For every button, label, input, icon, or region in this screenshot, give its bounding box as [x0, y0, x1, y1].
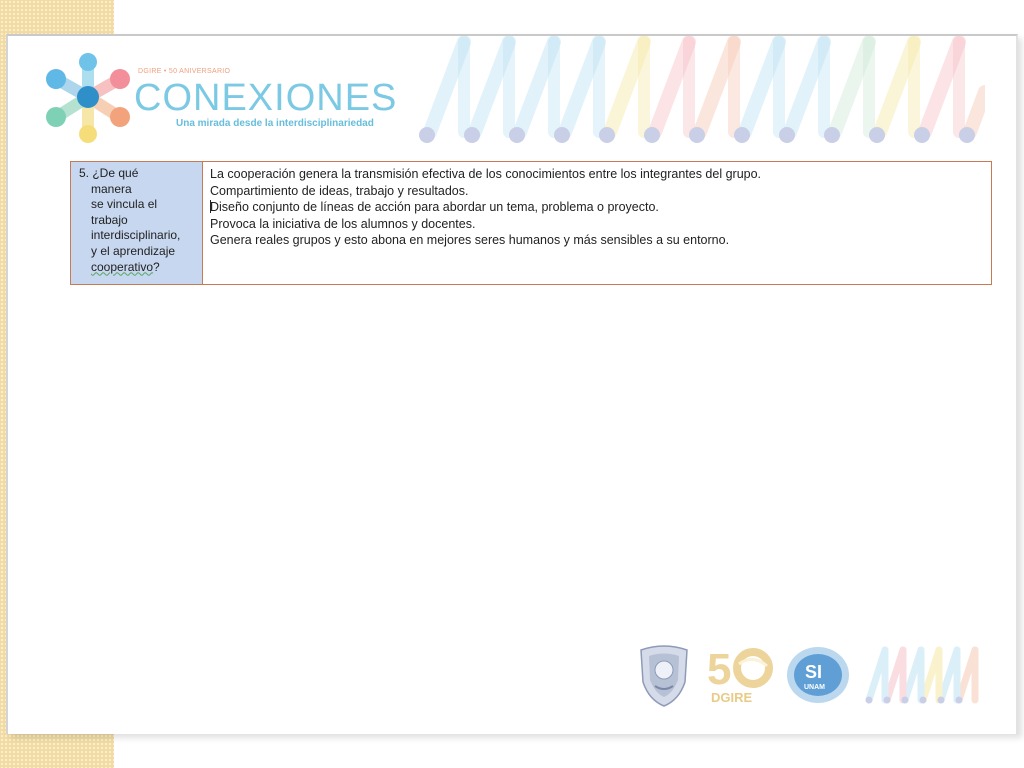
brand-subtitle: Una mirada desde la interdisciplinariedad — [176, 118, 374, 129]
si-logo-text: SI — [805, 662, 823, 682]
brand-title: CONEXIONES — [134, 77, 398, 119]
brand-anniversary-label: DGIRE • 50 ANIVERSARIO — [138, 68, 231, 75]
answer-line: Compartimiento de ideas, trabajo y resultados. — [210, 183, 469, 198]
si-unam-logo-icon — [785, 644, 851, 706]
footer-logos — [635, 640, 985, 708]
unam-crest-icon — [635, 642, 693, 708]
answer-line-text: Diseño conjunto de líneas de acción para abordar un tema, problema o proyecto. — [210, 200, 659, 214]
conexiones-network-logo-icon — [42, 48, 134, 146]
question-line-last — [79, 260, 196, 276]
question-mark: ? — [153, 259, 160, 274]
dgire-50-logo-icon — [705, 640, 781, 708]
answer-line-with-cursor — [210, 199, 991, 216]
spellcheck-word: cooperativo — [91, 259, 154, 274]
question-line: se vincula el — [91, 197, 158, 212]
decorative-stripes-bottom — [863, 644, 981, 704]
si-logo-sub: UNAM — [804, 684, 825, 691]
svg-text:5: 5 — [707, 645, 732, 694]
question-line: 5. ¿De qué — [79, 166, 139, 180]
question-line: manera — [91, 181, 132, 196]
question-cell — [71, 162, 203, 284]
answer-line: Provoca la iniciativa de los alumnos y docentes. — [210, 216, 476, 231]
decorative-stripes-top — [410, 36, 985, 144]
answer-cell[interactable] — [203, 162, 991, 284]
dgire-logo-text: DGIRE — [711, 690, 753, 705]
answer-line: Genera reales grupos y esto abona en mejores seres humanos y más sensibles a su entorno. — [210, 233, 730, 247]
question-line: trabajo — [91, 212, 128, 227]
texture-corner-bottom — [0, 734, 114, 768]
answer-line: La cooperación genera la transmisión efectiva de los conocimientos entre los integrantes del grupo. — [210, 167, 762, 181]
question-answer-table — [70, 161, 992, 285]
question-line: interdisciplinario, — [91, 228, 181, 243]
texture-corner-top — [0, 0, 114, 38]
question-line: y el aprendizaje — [91, 243, 176, 258]
